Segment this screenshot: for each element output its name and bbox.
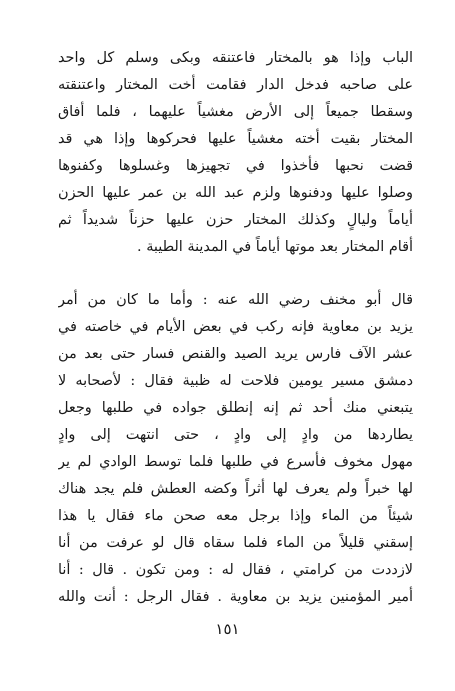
paragraph-line: يتبعني منك أحد ثم إنه إنطلق جواده في طلبها وجعل (58, 400, 413, 416)
paragraph-line: الباب وإذا هو بالمختار فاعتنقه وبكى وسلم كل واحد (58, 50, 413, 66)
paragraph-line: وصلوا عليها ودفنوها ولزم عبد الله بن عمر عليها الحزن (58, 185, 413, 201)
paragraph-line: أياماً وليالٍ وكذلك المختار حزن عليها حزناً شديداً ثم (58, 212, 413, 228)
paragraph-line: لازددت من كرامتي ، فقال له : ومن تكون . قال : أنا (58, 562, 413, 578)
paragraph-line: أمير المؤمنين يزيد بن معاوية . فقال الرجل : أنت والله (58, 589, 413, 605)
paragraph-line: وسقطا جميعاً إلى الأرض مغشياً عليهما ، فلما أفاق (58, 104, 413, 120)
paragraph-line: قال أبو مخنف رضي الله عنه : وأما ما كان من أمر (58, 292, 413, 308)
paragraph-line: المختار بقيت أخته مغشياً عليها فحركوها وإذا هي قد (58, 131, 413, 147)
paragraph-line: مهول مخوف فأسرع في طلبها فلما توسط الوادي لم ير (58, 454, 413, 470)
paragraph-line: إسقني قليلاً من الماء فلما سقاه قال لو عرفت من أنا (58, 535, 413, 551)
paragraph-line: لها خبراً ولم يعرف لها أثراً وكضه العطش فلم يجد هناك (58, 481, 413, 497)
page-number: ١٥١ (215, 620, 240, 638)
paragraph-1 (58, 45, 413, 261)
paragraph-line: على صاحبه فدخل الدار فقامت أخت المختار واعتنقته (58, 77, 413, 93)
paragraph-line: قضت نحبها فأخذوا في تجهيزها وغسلوها وكفنوها (58, 158, 413, 174)
paragraph-line: أقام المختار بعد موتها أياماً في المدينة الطيبة . (137, 239, 413, 255)
paragraph-line: دمشق مسير يومين فلاحت له ظبية فقال : لأصحابه لا (58, 373, 413, 389)
paragraph-line: يطاردها من وادٍ إلى وادٍ ، حتى انتهت إلى وادٍ (58, 427, 413, 443)
paragraph-2 (58, 287, 413, 611)
paragraph-line: يزيد بن معاوية فإنه ركب في بعض الأيام في خاصته في (58, 319, 413, 335)
paragraph-line: عشر الآف فارس يريد الصيد والقنص فسار حتى بعد من (58, 346, 413, 362)
paragraph-line: شيئاً من الماء وإذا برجل معه صحن ماء فقال يا هذا (58, 508, 413, 524)
